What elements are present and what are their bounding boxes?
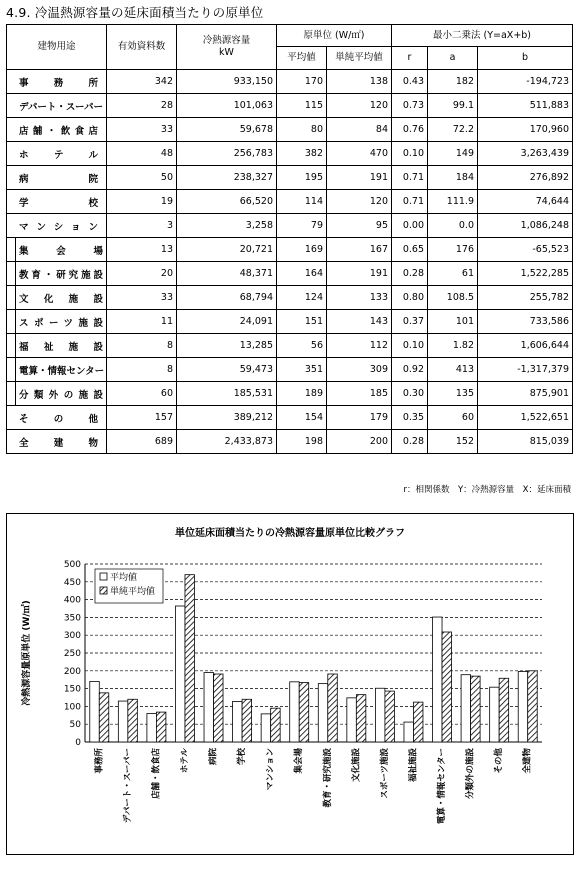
cell-r: 0.30 <box>392 382 428 406</box>
cell-savg: 470 <box>327 142 392 166</box>
table-note: r：相関係数 Y：冷熱源容量 X：延床面積 <box>403 485 571 495</box>
cell-b: 815,039 <box>478 430 573 454</box>
bar-simple-avg <box>214 674 224 742</box>
cell-r: 0.28 <box>392 262 428 286</box>
table-row <box>7 94 573 118</box>
y-tick-label: 0 <box>75 738 81 748</box>
cell-avg: 164 <box>277 262 327 286</box>
header-capacity-label: 冷熱源容量 <box>202 35 251 46</box>
cell-count: 33 <box>107 118 177 142</box>
cell-r: 0.71 <box>392 166 428 190</box>
cell-b: 170,960 <box>478 118 573 142</box>
y-tick-label: 300 <box>63 631 81 642</box>
cell-avg: 195 <box>277 166 327 190</box>
header-count: 有効資料数 <box>107 25 177 70</box>
y-tick-label: 350 <box>63 613 81 624</box>
cell-b: 276,892 <box>478 166 573 190</box>
header-r: r <box>392 47 428 70</box>
x-category-label: 学校 <box>237 748 248 766</box>
cell-cap: 933,150 <box>177 70 277 94</box>
x-category-label: 集会場 <box>294 748 305 774</box>
bar-avg <box>118 701 128 742</box>
cell-use: デパート・スーパー <box>7 94 107 118</box>
table-body <box>7 70 573 454</box>
bar-simple-avg <box>471 676 481 742</box>
bar-simple-avg <box>185 575 195 742</box>
bar-simple-avg <box>385 691 395 742</box>
cell-count: 60 <box>107 382 177 406</box>
cell-use: 分類外の施設 <box>7 382 107 406</box>
cell-r: 0.00 <box>392 214 428 238</box>
y-axis-label: 冷熱源容量原単位 (W/㎡) <box>22 600 32 706</box>
cell-count: 8 <box>107 334 177 358</box>
cell-cap: 66,520 <box>177 190 277 214</box>
x-category-label: 分類外の施設 <box>465 748 476 800</box>
y-tick-label: 100 <box>63 702 81 713</box>
bar-avg <box>261 714 271 742</box>
bar-simple-avg <box>328 674 338 742</box>
x-category-label: マンション <box>265 748 276 791</box>
x-category-label: 事務所 <box>94 748 105 774</box>
cell-count: 20 <box>107 262 177 286</box>
cell-avg: 198 <box>277 430 327 454</box>
table-row <box>7 310 573 334</box>
cell-savg: 143 <box>327 310 392 334</box>
cell-avg: 79 <box>277 214 327 238</box>
header-a: a <box>428 47 478 70</box>
cell-savg: 191 <box>327 166 392 190</box>
table-row <box>7 334 573 358</box>
cell-r: 0.37 <box>392 310 428 334</box>
bar-simple-avg <box>356 695 366 742</box>
cell-savg: 138 <box>327 70 392 94</box>
cell-count: 11 <box>107 310 177 334</box>
table-row <box>7 286 573 310</box>
cell-avg: 351 <box>277 358 327 382</box>
cell-avg: 170 <box>277 70 327 94</box>
cell-a: 152 <box>428 430 478 454</box>
cell-r: 0.73 <box>392 94 428 118</box>
cell-r: 0.92 <box>392 358 428 382</box>
cell-a: 61 <box>428 262 478 286</box>
legend-swatch <box>100 573 107 580</box>
cell-avg: 56 <box>277 334 327 358</box>
cell-cap: 68,794 <box>177 286 277 310</box>
cell-a: 135 <box>428 382 478 406</box>
cell-avg: 80 <box>277 118 327 142</box>
cell-cap: 185,531 <box>177 382 277 406</box>
cell-r: 0.35 <box>392 406 428 430</box>
legend-swatch <box>100 587 107 594</box>
cell-b: -194,723 <box>478 70 573 94</box>
cell-b: 875,901 <box>478 382 573 406</box>
header-unit-group: 原単位 (W/㎡) <box>277 25 392 47</box>
y-tick-label: 400 <box>63 595 81 606</box>
cell-b: 3,263,439 <box>478 142 573 166</box>
table-row <box>7 142 573 166</box>
cell-savg: 112 <box>327 334 392 358</box>
bar-simple-avg <box>156 712 166 742</box>
cell-cap: 2,433,873 <box>177 430 277 454</box>
cell-a: 176 <box>428 238 478 262</box>
cell-use: その他 <box>7 406 107 430</box>
bar-avg <box>347 698 357 742</box>
bar-avg <box>290 682 300 742</box>
x-category-label: スポーツ施設 <box>379 748 390 799</box>
cell-a: 101 <box>428 310 478 334</box>
cell-a: 184 <box>428 166 478 190</box>
bar-avg <box>375 688 385 742</box>
cell-a: 149 <box>428 142 478 166</box>
cell-a: 72.2 <box>428 118 478 142</box>
y-tick-label: 50 <box>69 720 81 731</box>
cell-count: 19 <box>107 190 177 214</box>
cell-count: 8 <box>107 358 177 382</box>
cell-cap: 20,721 <box>177 238 277 262</box>
cell-a: 99.1 <box>428 94 478 118</box>
cell-count: 33 <box>107 286 177 310</box>
cell-cap: 101,063 <box>177 94 277 118</box>
header-simple-avg: 単純平均値 <box>327 47 392 70</box>
x-category-label: 文化施設 <box>351 748 362 783</box>
cell-b: -1,317,379 <box>478 358 573 382</box>
bar-simple-avg <box>499 678 509 742</box>
x-category-label: その他 <box>494 748 505 774</box>
bar-simple-avg <box>271 708 281 742</box>
cell-count: 689 <box>107 430 177 454</box>
cell-count: 50 <box>107 166 177 190</box>
cell-a: 413 <box>428 358 478 382</box>
cell-b: 74,644 <box>478 190 573 214</box>
x-category-label: 福祉施設 <box>408 748 419 783</box>
y-tick-label: 200 <box>63 666 81 677</box>
cell-cap: 59,473 <box>177 358 277 382</box>
cell-use: 文化施設 <box>7 286 107 310</box>
bar-simple-avg <box>528 671 538 742</box>
cell-b: -65,523 <box>478 238 573 262</box>
cell-use: 事務所 <box>7 70 107 94</box>
bar-avg <box>204 673 214 742</box>
x-category-label: 電算・情報センター <box>437 748 448 825</box>
bar-avg <box>433 617 443 742</box>
header-b: b <box>478 47 573 70</box>
cell-b: 255,782 <box>478 286 573 310</box>
y-tick-label: 500 <box>63 560 81 570</box>
cell-a: 1.82 <box>428 334 478 358</box>
cell-savg: 133 <box>327 286 392 310</box>
legend-label: 単純平均値 <box>110 587 156 597</box>
chart-container <box>6 513 574 855</box>
table-row <box>7 238 573 262</box>
cell-use: 病院 <box>7 166 107 190</box>
bar-avg <box>175 606 185 742</box>
cell-use: マンション <box>7 214 107 238</box>
cell-r: 0.65 <box>392 238 428 262</box>
cell-use: スポーツ施設 <box>7 310 107 334</box>
x-category-label: ホテル <box>179 748 190 774</box>
bar-avg <box>461 675 471 742</box>
cell-avg: 189 <box>277 382 327 406</box>
cell-use: 学校 <box>7 190 107 214</box>
x-category-label: 教育・研究施設 <box>322 748 333 808</box>
cell-avg: 115 <box>277 94 327 118</box>
cell-r: 0.43 <box>392 70 428 94</box>
table-row <box>7 118 573 142</box>
table-row <box>7 406 573 430</box>
cell-savg: 167 <box>327 238 392 262</box>
cell-b: 1,522,285 <box>478 262 573 286</box>
data-table <box>6 24 573 454</box>
bar-simple-avg <box>99 693 109 742</box>
bar-avg <box>147 714 157 742</box>
cell-b: 511,883 <box>478 94 573 118</box>
cell-r: 0.76 <box>392 118 428 142</box>
cell-a: 182 <box>428 70 478 94</box>
cell-avg: 169 <box>277 238 327 262</box>
cell-r: 0.71 <box>392 190 428 214</box>
bar-avg <box>318 684 328 742</box>
cell-use: ホテル <box>7 142 107 166</box>
cell-b: 1,606,644 <box>478 334 573 358</box>
cell-avg: 154 <box>277 406 327 430</box>
cell-a: 0.0 <box>428 214 478 238</box>
cell-use: 店舗・飲食店 <box>7 118 107 142</box>
bar-simple-avg <box>128 699 138 742</box>
bar-avg <box>490 687 500 742</box>
bar-simple-avg <box>413 702 423 742</box>
x-category-label: 全建物 <box>522 748 533 774</box>
cell-use: 集会場 <box>7 238 107 262</box>
cell-avg: 382 <box>277 142 327 166</box>
cell-use: 全建物 <box>7 430 107 454</box>
cell-count: 342 <box>107 70 177 94</box>
x-category-label: 病院 <box>208 748 219 766</box>
y-tick-label: 150 <box>63 684 81 695</box>
cell-savg: 200 <box>327 430 392 454</box>
table-row <box>7 190 573 214</box>
cell-savg: 84 <box>327 118 392 142</box>
cell-savg: 185 <box>327 382 392 406</box>
cell-cap: 13,285 <box>177 334 277 358</box>
cell-use: 電算・情報センター <box>7 358 107 382</box>
bar-avg <box>518 672 528 742</box>
cell-cap: 238,327 <box>177 166 277 190</box>
cell-cap: 24,091 <box>177 310 277 334</box>
bar-avg <box>90 681 100 742</box>
cell-savg: 120 <box>327 190 392 214</box>
cell-r: 0.10 <box>392 334 428 358</box>
cell-savg: 191 <box>327 262 392 286</box>
cell-savg: 179 <box>327 406 392 430</box>
header-avg: 平均値 <box>277 47 327 70</box>
cell-cap: 389,212 <box>177 406 277 430</box>
cell-b: 733,586 <box>478 310 573 334</box>
cell-cap: 3,258 <box>177 214 277 238</box>
table-row <box>7 166 573 190</box>
cell-use: 教育・研究施設 <box>7 262 107 286</box>
x-category-label: デパート・スーパー <box>122 748 133 824</box>
cell-b: 1,522,651 <box>478 406 573 430</box>
page-title: 4.9. 冷温熱源容量の延床面積当たりの原単位 <box>6 5 264 20</box>
comparison-chart <box>7 514 573 854</box>
table-row <box>7 382 573 406</box>
cell-r: 0.80 <box>392 286 428 310</box>
x-category-label: 店舗・飲食店 <box>151 748 162 800</box>
cell-count: 13 <box>107 238 177 262</box>
y-tick-label: 250 <box>63 649 81 659</box>
table-row <box>7 430 573 454</box>
cell-savg: 309 <box>327 358 392 382</box>
bar-avg <box>233 701 243 742</box>
chart-title: 単位延床面積当たりの冷熱源容量原単位比較グラフ <box>175 528 405 539</box>
cell-r: 0.10 <box>392 142 428 166</box>
table-row <box>7 214 573 238</box>
cell-cap: 48,371 <box>177 262 277 286</box>
cell-count: 48 <box>107 142 177 166</box>
cell-cap: 59,678 <box>177 118 277 142</box>
header-capacity <box>177 25 277 70</box>
cell-a: 108.5 <box>428 286 478 310</box>
cell-r: 0.28 <box>392 430 428 454</box>
header-use: 建物用途 <box>7 25 107 70</box>
cell-avg: 124 <box>277 286 327 310</box>
legend-label: 平均値 <box>110 573 138 583</box>
cell-a: 60 <box>428 406 478 430</box>
cell-count: 3 <box>107 214 177 238</box>
cell-use: 福祉施設 <box>7 334 107 358</box>
bar-simple-avg <box>299 683 309 742</box>
bar-avg <box>404 722 414 742</box>
cell-count: 28 <box>107 94 177 118</box>
table-row <box>7 358 573 382</box>
table-row <box>7 262 573 286</box>
cell-a: 111.9 <box>428 190 478 214</box>
header-capacity-unit: kW <box>219 47 234 58</box>
cell-savg: 120 <box>327 94 392 118</box>
header-lsq: 最小二乗法 (Y=aX+b) <box>392 25 573 47</box>
cell-avg: 114 <box>277 190 327 214</box>
table-row <box>7 70 573 94</box>
cell-cap: 256,783 <box>177 142 277 166</box>
y-tick-label: 450 <box>63 577 81 588</box>
cell-count: 157 <box>107 406 177 430</box>
cell-b: 1,086,248 <box>478 214 573 238</box>
cell-savg: 95 <box>327 214 392 238</box>
cell-avg: 151 <box>277 310 327 334</box>
bar-simple-avg <box>442 632 452 742</box>
bar-simple-avg <box>242 699 252 742</box>
